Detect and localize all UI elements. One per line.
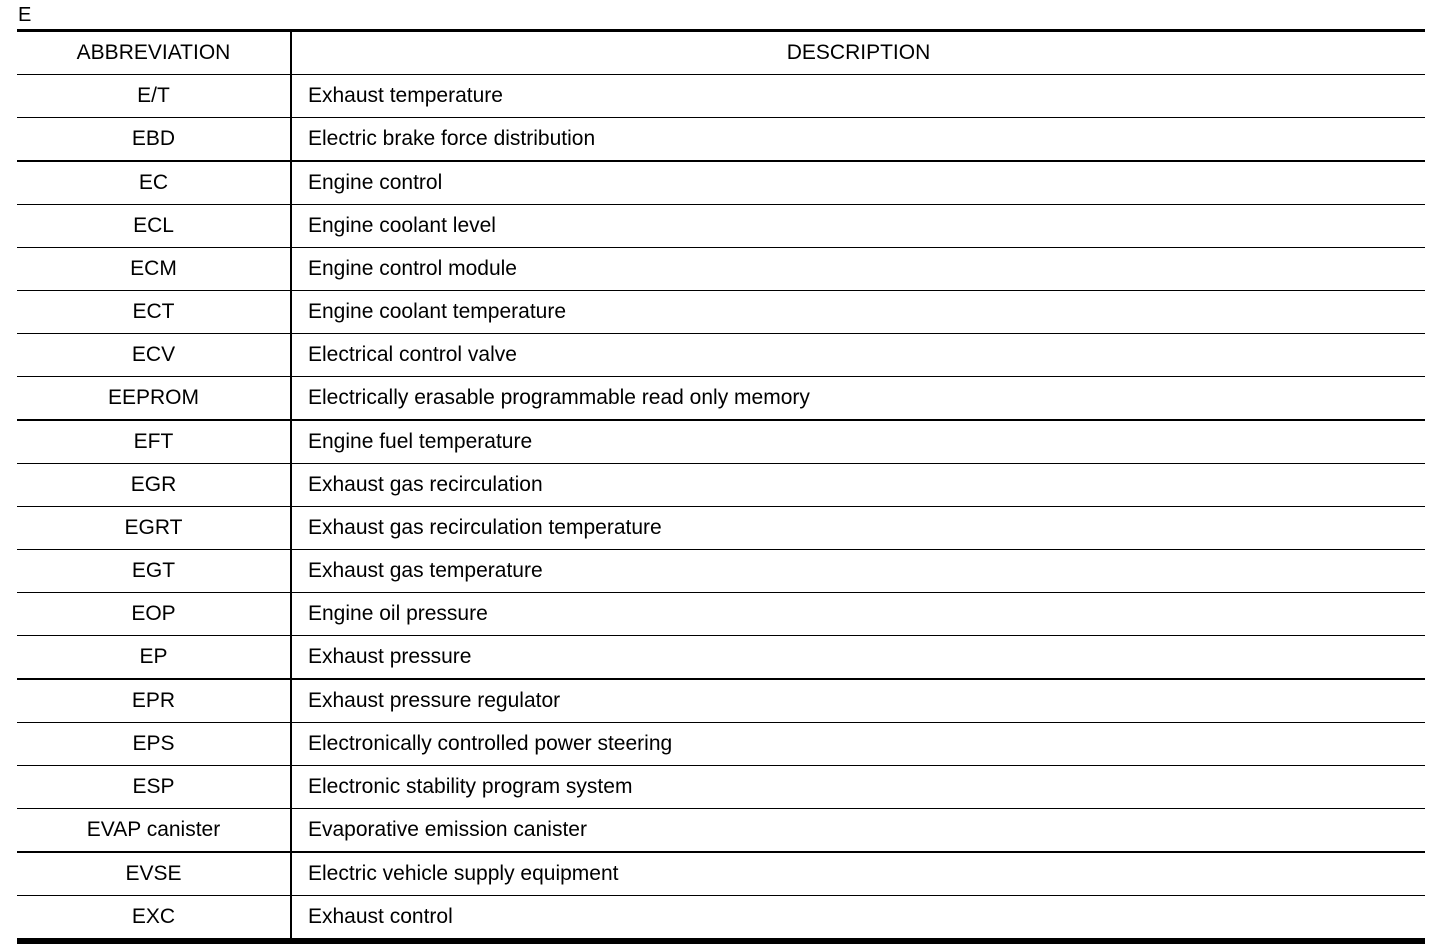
abbreviation-cell: EP bbox=[17, 636, 291, 680]
description-cell: Electric brake force distribution bbox=[291, 118, 1425, 162]
table-row bbox=[17, 852, 1425, 896]
table-row bbox=[17, 118, 1425, 162]
table-row bbox=[17, 75, 1425, 118]
description-cell: Exhaust gas recirculation temperature bbox=[291, 507, 1425, 550]
table-body bbox=[17, 75, 1425, 940]
abbreviation-cell: EFT bbox=[17, 420, 291, 464]
table-row bbox=[17, 766, 1425, 809]
table-row bbox=[17, 291, 1425, 334]
description-cell: Exhaust temperature bbox=[291, 75, 1425, 118]
table-row bbox=[17, 593, 1425, 636]
abbreviation-table-grid bbox=[17, 32, 1425, 940]
description-cell: Engine coolant temperature bbox=[291, 291, 1425, 334]
description-cell: Engine control module bbox=[291, 248, 1425, 291]
description-cell: Exhaust pressure bbox=[291, 636, 1425, 680]
abbreviation-cell: ECV bbox=[17, 334, 291, 377]
abbreviation-cell: EPR bbox=[17, 679, 291, 723]
abbreviation-cell: EXC bbox=[17, 896, 291, 940]
description-cell: Engine oil pressure bbox=[291, 593, 1425, 636]
table-row bbox=[17, 248, 1425, 291]
abbreviation-cell: EEPROM bbox=[17, 377, 291, 421]
abbreviation-cell: EGR bbox=[17, 464, 291, 507]
abbreviation-cell: EGRT bbox=[17, 507, 291, 550]
table-row bbox=[17, 161, 1425, 205]
column-header-description: DESCRIPTION bbox=[291, 32, 1425, 75]
description-cell: Electric vehicle supply equipment bbox=[291, 852, 1425, 896]
table-row bbox=[17, 679, 1425, 723]
description-cell: Exhaust gas temperature bbox=[291, 550, 1425, 593]
description-cell: Exhaust control bbox=[291, 896, 1425, 940]
table-row bbox=[17, 636, 1425, 680]
abbreviation-cell: EVAP canister bbox=[17, 809, 291, 853]
abbreviation-cell: EGT bbox=[17, 550, 291, 593]
column-header-abbreviation: ABBREVIATION bbox=[17, 32, 291, 75]
abbreviation-cell: ECL bbox=[17, 205, 291, 248]
abbreviation-cell: ESP bbox=[17, 766, 291, 809]
description-cell: Electronically controlled power steering bbox=[291, 723, 1425, 766]
description-cell: Electronic stability program system bbox=[291, 766, 1425, 809]
table-row bbox=[17, 377, 1425, 421]
abbreviation-cell: EC bbox=[17, 161, 291, 205]
table-row bbox=[17, 420, 1425, 464]
description-cell: Electrically erasable programmable read only memory bbox=[291, 377, 1425, 421]
table-row bbox=[17, 550, 1425, 593]
abbreviation-table bbox=[17, 29, 1425, 944]
table-row bbox=[17, 464, 1425, 507]
description-cell: Engine control bbox=[291, 161, 1425, 205]
abbreviation-cell: EBD bbox=[17, 118, 291, 162]
table-header-row bbox=[17, 32, 1425, 75]
description-cell: Engine fuel temperature bbox=[291, 420, 1425, 464]
table-row bbox=[17, 507, 1425, 550]
table-row bbox=[17, 809, 1425, 853]
abbreviation-cell: EVSE bbox=[17, 852, 291, 896]
table-row bbox=[17, 896, 1425, 940]
table-row bbox=[17, 334, 1425, 377]
table-row bbox=[17, 205, 1425, 248]
abbreviation-cell: E/T bbox=[17, 75, 291, 118]
table-row bbox=[17, 723, 1425, 766]
description-cell: Exhaust pressure regulator bbox=[291, 679, 1425, 723]
section-letter: E bbox=[18, 4, 32, 26]
description-cell: Electrical control valve bbox=[291, 334, 1425, 377]
abbreviation-cell: ECM bbox=[17, 248, 291, 291]
abbreviation-cell: ECT bbox=[17, 291, 291, 334]
abbreviation-cell: EPS bbox=[17, 723, 291, 766]
description-cell: Evaporative emission canister bbox=[291, 809, 1425, 853]
abbreviation-cell: EOP bbox=[17, 593, 291, 636]
description-cell: Engine coolant level bbox=[291, 205, 1425, 248]
description-cell: Exhaust gas recirculation bbox=[291, 464, 1425, 507]
